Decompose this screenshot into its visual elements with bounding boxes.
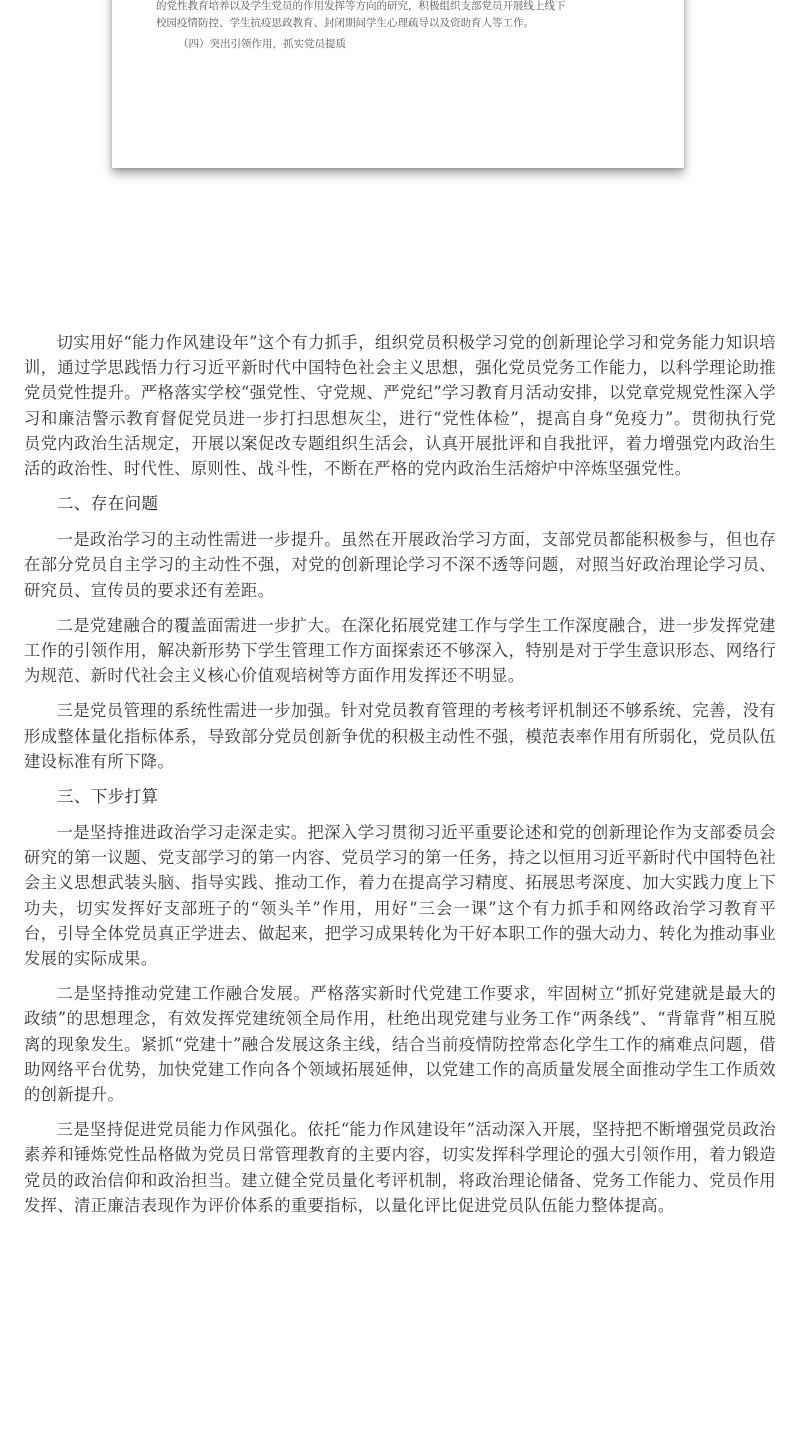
section-heading-plans: 三、下步打算 xyxy=(57,787,159,807)
plan-paragraph: 二是坚持推动党建工作融合发展。严格落实新时代党建工作要求，牢固树立“抓好党建就是最大的政绩”的思想理念，有效发挥党建统领全局作用，杜绝出现党建与业务工作“两条线”、“背靠背”相互脱离的现象发生。紧抓“党建十”融合发展这条主线，结合当前疫情防控常态化学生工作的痛难点问题，借助网络平台优势，加快党建工作向各个领域拓展延伸，以党建工作的高质量发展全面推动学生工作质效的创新提升。 xyxy=(24,984,776,1105)
problem-paragraph: 二是党建融合的覆盖面需进一步扩大。在深化拓展党建工作与学生工作深度融合，进一步发挥党建工作的引领作用，解决新形势下学生管理工作方面探索还不够深入，特别是对于学生意识形态、网络行为规范、新时代社会主义核心价值观培树等方面作用发挥还不明显。 xyxy=(24,615,776,686)
intro-paragraph: 切实用好“能力作风建设年”这个有力抓手，组织党员积极学习党的创新理论学习和党务能力知识培训，通过学思践悟力行习近平新时代中国特色社会主义思想，强化党员党务工作能力，以科学理论助推党员党性提升。严格落实学校“强党性、守党规、严党纪”学习教育月活动安排，以党章党规党性深入学习和廉洁警示教育督促党员进一步打扫思想灰尘，进行“党性体检”，提高自身“免疫力”。贯彻执行党员党内政治生活规定，开展以案促改专题组织生活会，认真开展批评和自我批评，着力增强党内政治生活的政治性、时代性、原则性、战斗性，不断在严格的党内政治生活熔炉中淬炼坚强党性。 xyxy=(24,333,776,479)
problem-paragraph: 三是党员管理的系统性需进一步加强。针对党员教育管理的考核考评机制还不够系统、完善，没有形成整体量化指标体系，导致部分党员创新争优的积极主动性不强，模范表率作用有所弱化，党员队伍建设标准有所下降。 xyxy=(24,701,776,771)
plan-paragraph: 三是坚持促进党员能力作风强化。依托“能力作风建设年”活动深入开展，坚持把不断增强党员政治素养和锤炼党性品格做为党员日常管理教育的主要内容，切实发挥科学理论的强大引领作用，着力锻造党员的政治信仰和政治担当。建立健全党员量化考评机制，将政治理论储备、党务工作能力、党员作用发挥、清正廉洁表现作为评价体系的重要指标，以量化评比促进党员队伍能力整体提高。 xyxy=(24,1120,776,1215)
document-body xyxy=(24,330,776,1228)
plan-paragraph: 一是坚持推进政治学习走深走实。把深入学习贯彻习近平重要论述和党的创新理论作为支部委员会研究的第一议题、党支部学习的第一内容、党员学习的第一任务，持之以恒用习近平新时代中国特色社会主义思想武装头脑、指导实践、推动工作，着力在提高学习精度、拓展思考深度、加大实践力度上下功夫，切实发挥好支部班子的“领头羊”作用，用好“三会一课”这个有力抓手和网络政治学习教育平台，引导全体党员真正学进去、做起来，把学习成果转化为干好本职工作的强大动力、转化为推动事业发展的实际成果。 xyxy=(24,823,776,969)
preview-line: 校园疫情防控、学生抗疫思政教育、封闭期间学生心理疏导以及资助育人等工作。 xyxy=(156,17,534,29)
problem-paragraph: 一是政治学习的主动性需进一步提升。虽然在开展政治学习方面，支部党员都能积极参与，但也存在部分党员自主学习的主动性不强，对党的创新理论学习不深不透等问题，对照当好政治理论学习员、研究员、宣传员的要求还有差距。 xyxy=(24,530,776,600)
preview-subheading: （四）突出引领作用，抓实党员提质 xyxy=(178,38,346,50)
preview-card xyxy=(112,0,684,168)
section-heading-problems: 二、存在问题 xyxy=(57,494,159,514)
preview-line: 的党性教育培养以及学生党员的作用发挥等方向的研究，积极组织支部党员开展线上线下 xyxy=(156,0,566,12)
